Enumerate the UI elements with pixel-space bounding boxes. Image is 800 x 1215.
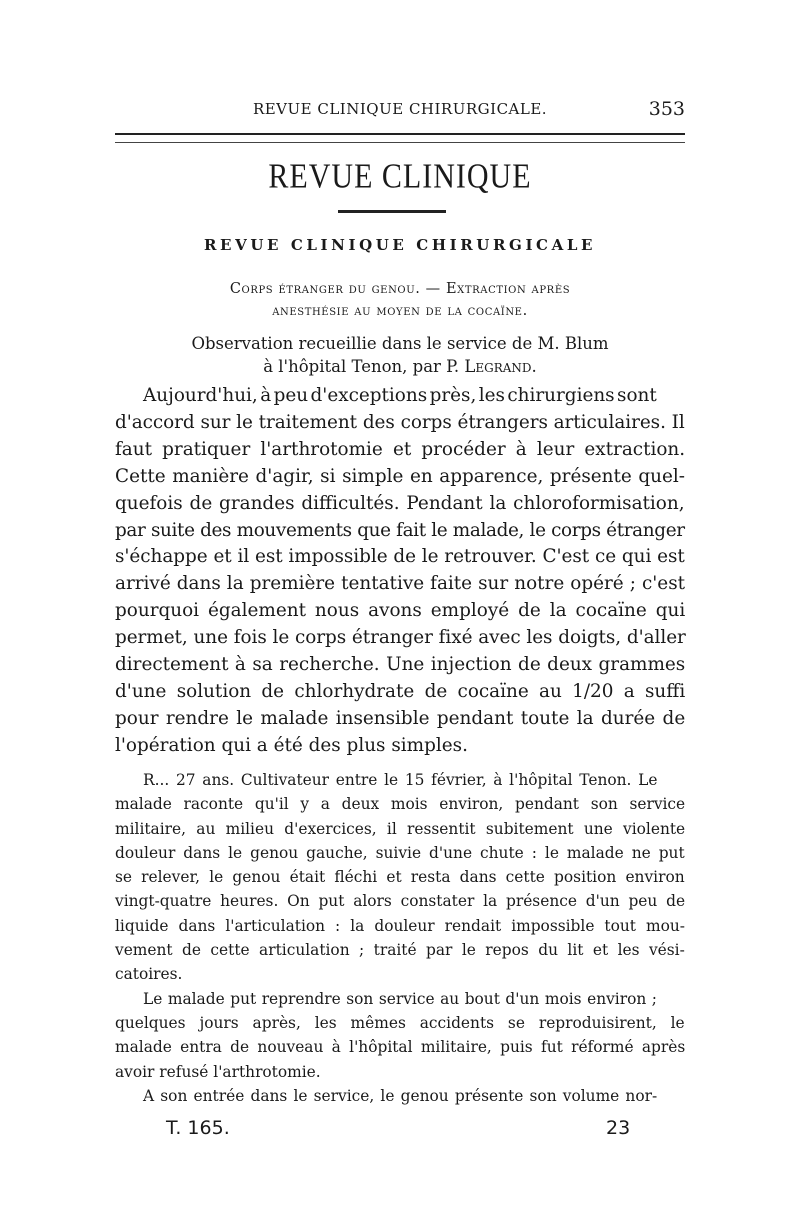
header-rule-thick (115, 133, 685, 135)
article-title-line: Corps étranger du genou. — Extraction après (229, 281, 571, 297)
obs-line: quelques jours après, les mêmes accidents se reproduisirent, le (115, 1013, 685, 1032)
obs-line: malade entra de nouveau à l'hôpital militaire, puis fut réformé après (115, 1038, 686, 1057)
header-rule-thin (115, 142, 685, 143)
observation-text (115, 768, 685, 1108)
obs-line: vement de cette articulation ; traité par le repos du lit et les vési- (115, 941, 685, 960)
body-line: quefois de grandes difficultés. Pendant la chloroformisation, (115, 492, 685, 514)
byline-line: Observation recueillie dans le service de M. Blum (191, 334, 609, 353)
byline-author: Legrand. (464, 357, 537, 376)
body-line: Aujourd'hui, à peu d'exceptions près, les chirurgiens sont (143, 385, 657, 406)
obs-line: vingt-quatre heures. On put alors constater la présence d'un peu de (115, 892, 686, 911)
article-title (115, 278, 685, 322)
page-number: 353 (648, 98, 685, 120)
body-line: Cette manière d'agir, si simple en apparence, présente quel- (115, 465, 685, 487)
body-line: faut pratiquer l'arthrotomie et procéder à leur extraction. (115, 438, 686, 460)
article-title-line: anesthésie au moyen de la cocaïne. (272, 303, 528, 319)
obs-line: R... 27 ans. Cultivateur entre le 15 février, à l'hôpital Tenon. Le (143, 771, 658, 789)
body-line: arrivé dans la première tentative faite sur notre opéré ; c'est (115, 573, 686, 595)
body-line: par suite des mouvements que fait le malade, le corps étranger (115, 519, 685, 541)
body-line: d'une solution de chlorhydrate de cocaïne au 1/20 a suffi (115, 680, 686, 702)
obs-line: catoires. (115, 965, 183, 984)
obs-line: avoir refusé l'arthrotomie. (115, 1062, 321, 1081)
obs-line: se relever, le genou était fléchi et resta dans cette position environ (115, 868, 685, 887)
obs-line: douleur dans le genou gauche, suivie d'une chute : le malade ne put (115, 843, 685, 862)
byline-prefix: à l'hôpital Tenon, par P. (263, 357, 465, 376)
byline-line (115, 355, 685, 378)
obs-line: militaire, au milieu d'exercices, il ressentit subitement une violente (115, 819, 686, 838)
body-paragraph (115, 383, 685, 760)
section-subtitle: REVUE CLINIQUE CHIRURGICALE (203, 236, 597, 254)
running-header (115, 98, 685, 124)
article-byline (115, 332, 685, 378)
obs-line: A son entrée dans le service, le genou présente son volume nor- (143, 1086, 658, 1105)
body-line: permet, une fois le corps étranger fixé avec les doigts, d'aller (115, 627, 686, 649)
running-title: REVUE CLINIQUE CHIRURGICALE. (252, 100, 548, 118)
body-line: d'accord sur le traitement des corps étrangers articulaires. Il (115, 411, 685, 433)
body-line: pour rendre le malade insensible pendant toute la durée de (115, 707, 686, 729)
obs-line: Le malade put reprendre son service au bout d'un mois environ ; (143, 989, 657, 1008)
body-line: l'opération qui a été des plus simples. (115, 734, 468, 756)
section-title: REVUE CLINIQUE (268, 157, 532, 196)
title-divider (338, 210, 446, 213)
body-line: pourquoi également nous avons employé de la cocaïne qui (115, 600, 686, 622)
printer-signature: T. 165. (166, 1117, 230, 1139)
obs-line: liquide dans l'articulation : la douleur rendait impossible tout mou- (115, 916, 685, 935)
obs-line: malade raconte qu'il y a deux mois environ, pendant son service (115, 795, 686, 814)
sheet-number: 23 (606, 1117, 631, 1139)
body-line: s'échappe et il est impossible de le retrouver. C'est ce qui est (115, 546, 685, 568)
body-line: directement à sa recherche. Une injection de deux grammes (115, 654, 686, 676)
